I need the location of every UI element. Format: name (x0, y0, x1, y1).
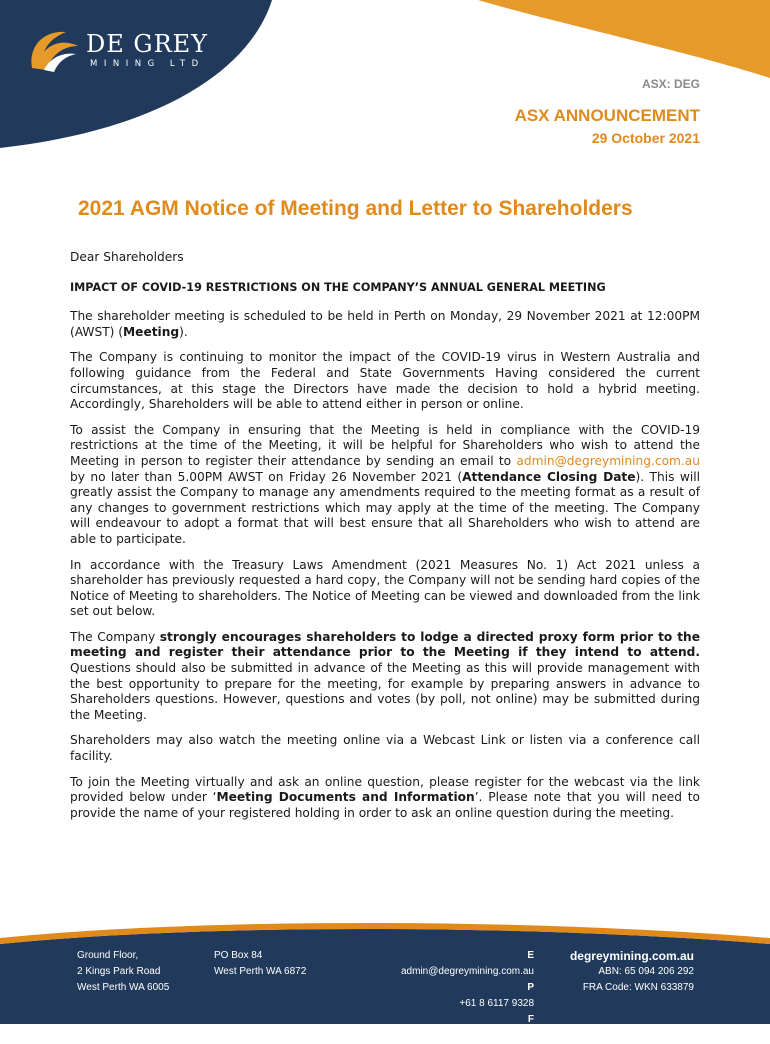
footer-address (77, 948, 169, 996)
paragraph-webcast: Shareholders may also watch the meeting online via a Webcast Link or listen via a conference call facility. (70, 733, 700, 764)
paragraph-text: The shareholder meeting is scheduled to be held in Perth on Monday, 29 November 2021 at 12:00PM (AWST) ( (70, 309, 700, 339)
paragraph-text: by no later than 5.00PM AWST on Friday 26 November 2021 ( (70, 469, 463, 484)
footer-email-link[interactable]: admin@degreymining.com.au (401, 966, 534, 977)
phone-number: +61 8 6117 9328 (459, 998, 534, 1009)
paragraph-meeting-schedule (70, 309, 700, 340)
paragraph-text: ). This will greatly assist the Company to manage any amendments required to the meeting format as a result of any changes to government restrictions which may apply at the time of the meeting. The Company will endeavour to adopt a format that will best ensure that all Shareholders who wish to attend are able to participate. (70, 469, 700, 546)
address-line: 2 Kings Park Road (77, 966, 161, 977)
company-logo (22, 22, 222, 82)
logo-name: DE GREY (86, 30, 208, 58)
defined-term: Meeting (123, 324, 180, 339)
footer-contact (386, 948, 534, 1044)
defined-term: Meeting Documents and Information (216, 790, 475, 805)
logo-subtitle: MINING LTD (90, 59, 205, 69)
paragraph-text: ’. Please note that you will need to provide the name of your registered holding in order to ask an online question during the meeting. (70, 790, 700, 820)
document-body (70, 250, 700, 831)
announcement-date: 29 October 2021 (591, 130, 700, 146)
abn-number: ABN: 65 094 206 292 (598, 966, 694, 977)
defined-term: Attendance Closing Date (462, 469, 636, 484)
document-title: 2021 AGM Notice of Meeting and Letter to Shareholders (78, 197, 633, 220)
fax-label: F (527, 1014, 534, 1025)
paragraph-text: To join the Meeting virtually and ask an online question, please register for the webcast via the link provided below under ‘ (70, 774, 700, 805)
emphasis-text: strongly encourages shareholders to lodge a directed proxy form prior to the meeting and register their attendance prior to the Meeting if they intend to attend. (70, 629, 700, 660)
po-box-line: PO Box 84 (214, 950, 263, 961)
announcement-label: ASX ANNOUNCEMENT (514, 106, 700, 125)
footer-phone (386, 980, 534, 1012)
address-line: West Perth WA 6005 (77, 982, 170, 993)
fax-number: +61 8 6117 9330 (459, 1030, 534, 1041)
paragraph-join-online (70, 775, 700, 822)
footer-po-box (214, 948, 306, 980)
page-footer (0, 940, 770, 1041)
asx-code: ASX: DEG (641, 77, 700, 91)
address-line: Ground Floor, (77, 950, 139, 961)
paragraph-covid-monitoring: The Company is continuing to monitor the impact of the COVID-19 virus in Western Australia and following guidance from the Federal and State Governments Having considered the current circumstances, at this stage the Directors have made the decision to hold a hybrid meeting. Accordingly, Shareholders will be able to attend either in person or online. (70, 350, 700, 412)
paragraph-treasury-laws: In accordance with the Treasury Laws Amendment (2021 Measures No. 1) Act 2021 unless a shareholder has previously requested a hard copy, the Company will not be sending hard copies of the Notice of Meeting to shareholders. The Notice of Meeting can be viewed and downloaded from the link set out below. (70, 557, 700, 619)
paragraph-proxy-form (70, 630, 700, 724)
phone-label: P (527, 982, 534, 993)
logo-bird-icon (22, 24, 84, 78)
fra-code: FRA Code: WKN 633879 (582, 982, 694, 993)
email-link[interactable]: admin@degreymining.com.au (516, 453, 700, 468)
email-label: E (527, 950, 534, 961)
paragraph-text: Questions should also be submitted in advance of the Meeting as this will provide management with the best opportunity to prepare for the meeting, for example by preparing answers in advance to Shareholders questions. However, questions and votes (by poll, not online) may be submitted during the Meeting. (70, 661, 700, 722)
website-link[interactable]: degreymining.com.au (569, 949, 694, 963)
header-orange-swoosh (478, 0, 770, 78)
paragraph-text: ). (179, 324, 188, 339)
footer-email (386, 948, 534, 980)
po-box-line: West Perth WA 6872 (214, 966, 307, 977)
paragraph-attendance (70, 423, 700, 548)
paragraph-text: To assist the Company in ensuring that the Meeting is held in compliance with the COVID-19 restrictions at the time of the Meeting, it will be helpful for Shareholders who wish to attend the Meeting in person to register their attendance by sending an email to (70, 422, 700, 468)
footer-fax (386, 1012, 534, 1044)
salutation: Dear Shareholders (70, 250, 184, 264)
footer-company-info (562, 948, 694, 996)
paragraph-text: The Company (70, 629, 160, 644)
section-heading: IMPACT OF COVID-19 RESTRICTIONS ON THE COMPANY’S ANNUAL GENERAL MEETING (70, 280, 606, 294)
